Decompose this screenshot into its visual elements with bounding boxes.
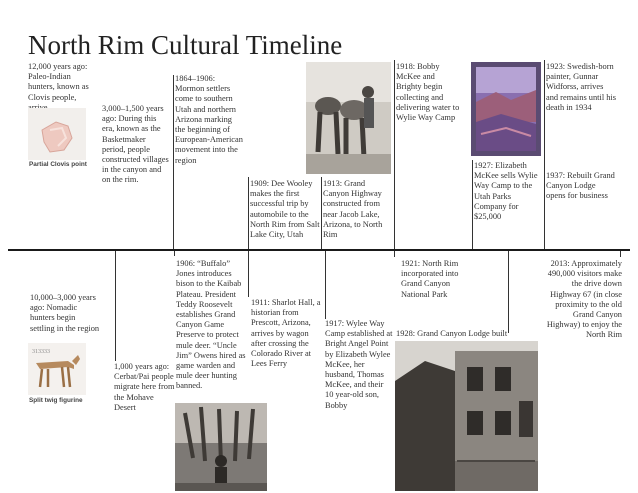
event-1921: 1921: North Rim incorporated into Grand Canyon National Park <box>401 259 459 299</box>
event-10000-3000-years-ago: 10,000–3,000 years ago: Nomadic hunters begin settling in the region <box>30 293 100 333</box>
event-1909: 1909: Dee Wooley makes the first successful trip by automobile to the North Rim from Salt Lake City, Utah <box>250 179 320 240</box>
hunters-photo <box>175 403 267 491</box>
tick-1913 <box>321 177 322 249</box>
svg-text:313333: 313333 <box>32 349 50 355</box>
tick-1000ya <box>115 251 116 361</box>
event-basketmaker: 3,000–1,500 years ago: During this era, known as the Basketmaker period, people constructed villages in the canyon and on the rim. <box>102 104 169 185</box>
tick-1906 <box>174 251 175 256</box>
event-1917: 1917: Wylee Way Camp established at Bright Angel Point by Elizabeth Wylee McKee, her husband, Thomas McKee, and their 10 year-old son, Bobby <box>325 319 393 410</box>
event-12000-years-ago: 12,000 years ago: Paleo-Indian hunters, known as Clovis people, <box>28 62 89 102</box>
tick-1917 <box>325 251 326 319</box>
tick-2013 <box>620 251 621 257</box>
tick-1923 <box>544 60 545 249</box>
event-1913: 1913: Grand Canyon Highway constructed from near Jacob Lake, Arizona, to North Rim <box>323 179 383 240</box>
event-1937: 1937: Rebuilt Grand Canyon Lodge opens for business <box>546 171 615 201</box>
event-1927: 1927: Elizabeth McKee sells Wylie Way Camp to the Utah Parks Company for $25,000 <box>474 161 538 222</box>
tick-1927 <box>472 160 473 249</box>
clovis-point-photo <box>28 108 86 160</box>
tick-1909 <box>248 177 249 249</box>
mules-photo <box>306 62 391 174</box>
event-1864-1906: 1864–1906: Mormon settlers come to southern Utah and northern Arizona marking the beginning of European-American movement into the region <box>175 74 243 165</box>
painting-photo <box>471 62 541 156</box>
tick-1921 <box>394 251 395 257</box>
event-1918: 1918: Bobby McKee and Brighty begin collecting and delivering water to Wylie Way Camp <box>396 62 460 123</box>
event-1928: 1928: Grand Canyon Lodge built <box>396 329 508 338</box>
tick-1928 <box>508 251 509 333</box>
clovis-caption: Partial Clovis point <box>29 161 87 168</box>
event-1911: 1911: Sharlot Hall, a historian from Prescott, Arizona, arrives by wagon after crossing the Colorado River at Lees Ferry <box>251 298 321 369</box>
tick-1918 <box>394 60 395 249</box>
event-1000-years-ago: 1,000 years ago: Cerbat/Pai people migrate here from the Mohave Desert <box>114 362 175 412</box>
figurine-caption: Split twig figurine <box>29 397 83 404</box>
lodge-photo <box>395 341 538 491</box>
event-2013: 2013: Approximately 490,000 visitors make the drive down Highway 67 (in close proximity to the old Grand Canyon Highway) to enjoy the North Rim <box>546 259 622 340</box>
event-1923: 1923: Swedish-born painter, Gunnar Widforss, arrives and remains until his death in 1934 <box>546 62 617 112</box>
timeline-axis <box>8 249 630 251</box>
page-title: North Rim Cultural Timeline <box>28 30 343 60</box>
event-1906: 1906: “Buffalo” Jones introduces bison to the Kaibab Plateau. President Teddy Roosevelt establishes Grand Canyon Game Preserve to protect mule deer. “Uncle Jim” Owens hired as game warden and mule deer hunting banned. <box>176 259 246 391</box>
tick-1864 <box>173 75 174 249</box>
figurine-photo <box>28 343 86 395</box>
